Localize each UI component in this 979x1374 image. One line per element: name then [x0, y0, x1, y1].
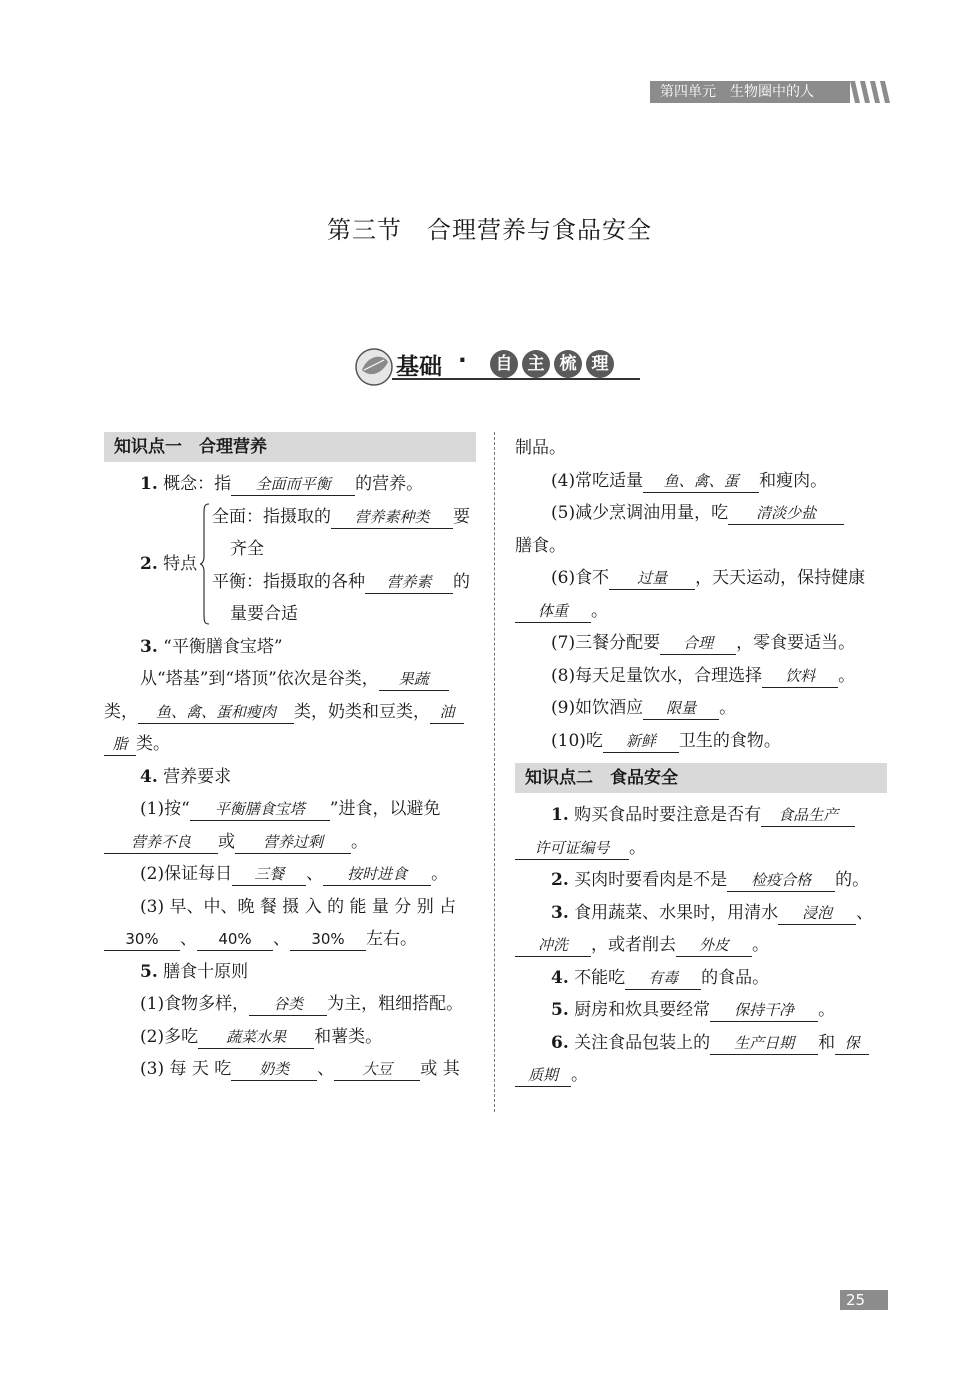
text: (6)食不: [551, 568, 610, 588]
knowledge-point-1-title: 知识点一 合理营养: [104, 432, 476, 462]
text: 或 其: [420, 1059, 460, 1079]
answer-blank: 保: [835, 1032, 869, 1055]
answer-blank: 30%: [104, 928, 180, 951]
text: 。: [838, 665, 856, 686]
right-column: [515, 432, 887, 1092]
text: 从“塔基”到“塔顶”依次是谷类，: [140, 669, 379, 689]
item-number: 2.: [140, 553, 158, 574]
answer-blank: 营养过剩: [235, 831, 351, 854]
answer-blank: 三餐: [232, 863, 306, 886]
item-4-req-3-cont: [104, 923, 476, 956]
answer-blank: 40%: [197, 928, 273, 951]
text: 或: [218, 831, 235, 852]
text: 的。: [835, 870, 870, 890]
item-3-line-3: [104, 728, 476, 761]
item-number: 1.: [551, 805, 569, 825]
safety-1-cont: [515, 832, 887, 865]
item-2-features: [104, 501, 476, 631]
safety-4: [515, 962, 887, 995]
text: ，或者削去: [591, 935, 676, 955]
text: 。: [629, 837, 646, 858]
rule-5-cont: 膳食。: [515, 535, 566, 556]
banner-dot: ·: [458, 348, 467, 374]
text: ”进食，以避免: [329, 799, 441, 819]
text: (3) 每 天 吃: [140, 1059, 232, 1079]
answer-blank: 生产日期: [710, 1032, 818, 1055]
item-3-line-1: [104, 663, 476, 696]
text: 的食品。: [701, 967, 770, 988]
answer-blank: 按时进食: [323, 863, 431, 886]
text: 关注食品包装上的: [568, 1032, 711, 1053]
answer-blank: 冲洗: [515, 934, 591, 957]
safety-1: [515, 799, 887, 832]
banner-char-2: 主: [522, 350, 550, 378]
text: ，天天运动，保持健康: [695, 568, 866, 588]
text: 要: [453, 506, 470, 527]
answer-blank: 大豆: [334, 1058, 420, 1081]
text: 、: [317, 1059, 335, 1079]
header-stripes-decoration: [848, 81, 890, 103]
answer-blank: 检疫合格: [727, 869, 835, 892]
safety-3: [515, 897, 887, 930]
text: 卫生的食物。: [678, 730, 781, 751]
banner-main-text: 基础: [396, 354, 442, 380]
rule-9: [515, 692, 887, 725]
item-1-concept: [104, 468, 476, 501]
brace-icon: [200, 503, 210, 625]
text: 全面：指摄取的: [212, 506, 331, 527]
text: 购买食品时要注意是否有: [568, 805, 762, 825]
banner-char-1: 自: [490, 350, 518, 378]
text: (2)多吃: [140, 1026, 199, 1047]
text: 。: [818, 1000, 836, 1020]
section-title: 第三节 合理营养与食品安全: [327, 216, 652, 244]
text: 类，奶类和豆类，: [294, 701, 430, 722]
item-number: 2.: [551, 870, 569, 890]
answer-blank: 油: [430, 701, 464, 724]
item-4-req-2: [104, 858, 476, 891]
answer-blank: 食品生产: [761, 804, 855, 827]
text: 概念：指: [157, 474, 232, 494]
answer-blank: 脂: [104, 733, 136, 756]
safety-3-cont: [515, 929, 887, 962]
answer-blank: 外皮: [676, 934, 752, 957]
text: 和薯类。: [314, 1026, 383, 1047]
text: 和瘦肉。: [759, 470, 828, 491]
item-number: 3.: [140, 636, 158, 657]
text: 。: [752, 935, 769, 955]
answer-blank: 保持干净: [710, 999, 818, 1022]
answer-blank: 清淡少盐: [728, 502, 844, 525]
answer-blank: 营养不良: [104, 831, 218, 854]
answer-blank: 谷类: [249, 993, 327, 1016]
answer-blank: 奶类: [231, 1058, 317, 1081]
text: (1)食物多样，: [140, 994, 250, 1014]
text: (9)如饮酒应: [551, 698, 644, 718]
text: 、: [273, 929, 290, 949]
answer-blank: 30%: [290, 928, 366, 951]
item-number: 4.: [140, 766, 158, 787]
text: 、: [856, 902, 874, 923]
answer-blank: 浸泡: [778, 902, 856, 925]
item-number: 1.: [140, 474, 158, 494]
rule-5: [515, 497, 887, 530]
banner-char-3: 梳: [554, 350, 582, 378]
safety-5: [515, 994, 887, 1027]
column-divider: [494, 432, 495, 1112]
answer-blank: 合理: [660, 632, 736, 655]
text: 买肉时要看肉是不是: [568, 870, 728, 890]
banner-char-4: 理: [586, 350, 614, 378]
rule-10: [515, 725, 887, 758]
answer-blank: 鱼、禽、蛋和瘦肉: [138, 701, 294, 724]
text: 平衡：指摄取的各种: [212, 571, 365, 592]
text: “平衡膳食宝塔”: [157, 636, 283, 657]
item-5-rule-1: [104, 988, 476, 1021]
answer-blank: 营养素: [365, 571, 453, 594]
feature-comprehensive-cont: 齐全: [230, 538, 264, 559]
text: (7)三餐分配要: [551, 633, 661, 653]
answer-blank: 有毒: [625, 967, 701, 990]
item-4-req-3: (3) 早、中、晚 餐 摄 入 的 能 量 分 别 占: [140, 896, 457, 917]
rule-6: [515, 562, 887, 595]
rule-7: [515, 627, 887, 660]
item-5-rule-2: [104, 1021, 476, 1054]
safety-6-cont: [515, 1059, 887, 1092]
text: 、: [306, 864, 324, 884]
text: 。: [719, 698, 737, 718]
text: 。: [431, 864, 449, 884]
unit-header: 第四单元 生物圈中的人: [650, 81, 850, 103]
answer-blank: 饮料: [762, 665, 838, 688]
item-number: 3.: [551, 902, 569, 923]
safety-6: [515, 1027, 887, 1060]
feature-balance: [212, 566, 470, 599]
item-4-req-1-cont: [104, 826, 476, 859]
text: 厨房和炊具要经常: [568, 1000, 711, 1020]
answer-blank: 全面而平衡: [231, 473, 355, 496]
knowledge-point-2-title: 知识点二 食品安全: [515, 763, 887, 793]
rule-8: [515, 660, 887, 693]
text: (5)减少烹调油用量，吃: [551, 503, 729, 523]
rule-6-cont: [515, 595, 887, 628]
text: 的: [453, 571, 470, 592]
answer-blank: 蔬菜水果: [198, 1026, 314, 1049]
answer-blank: 限量: [643, 697, 719, 720]
text: ，零食要适当。: [736, 633, 856, 653]
text: 膳食十原则: [157, 961, 249, 982]
text: (1)按“: [140, 799, 190, 819]
text: 、: [180, 929, 197, 949]
feature-comprehensive: [212, 501, 470, 534]
text: 。: [351, 831, 368, 852]
text: 和: [818, 1032, 836, 1053]
text: (2)保证每日: [140, 864, 233, 884]
item-3-line-2: [104, 696, 476, 729]
answer-blank: 鱼、禽、蛋: [643, 470, 759, 493]
item-5-title: [104, 956, 476, 989]
answer-blank: 过量: [609, 567, 695, 590]
item-number: 5.: [140, 961, 158, 982]
text: 。: [571, 1065, 588, 1085]
text: 。: [591, 600, 608, 621]
text: (10)吃: [551, 730, 603, 751]
answer-blank: 营养素种类: [331, 506, 453, 529]
item-4-req-1: [104, 793, 476, 826]
item-3-title: [104, 631, 476, 664]
answer-blank: 平衡膳食宝塔: [190, 798, 330, 821]
answer-blank: 新鲜: [603, 730, 679, 753]
text: 的营养。: [355, 474, 424, 494]
feature-balance-cont: 量要合适: [230, 603, 298, 624]
answer-blank: 许可证编号: [515, 837, 629, 860]
left-column: [104, 432, 476, 1086]
rule-3-cont: 制品。: [515, 438, 566, 458]
text: (4)常吃适量: [551, 470, 644, 491]
answer-blank: 质期: [515, 1064, 571, 1087]
text: 左右。: [366, 929, 417, 949]
features-label: [140, 549, 197, 574]
rule-4: [515, 465, 887, 498]
text: 为主，粗细搭配。: [327, 994, 464, 1014]
item-number: 5.: [551, 1000, 569, 1020]
safety-2: [515, 864, 887, 897]
text: (8)每天足量饮水，合理选择: [551, 665, 763, 686]
item-5-rule-3: [104, 1053, 476, 1086]
item-number: 6.: [551, 1032, 569, 1053]
answer-blank: 果蔬: [379, 668, 449, 691]
text: 类，: [104, 701, 138, 722]
text: 类。: [136, 734, 170, 754]
text: 特点: [157, 553, 198, 574]
item-number: 4.: [551, 967, 569, 988]
item-4-title: [104, 761, 476, 794]
text: 营养要求: [157, 766, 232, 787]
answer-blank: 体重: [515, 600, 591, 623]
page-number: 25: [840, 1290, 888, 1310]
text: 不能吃: [568, 967, 626, 988]
text: 食用蔬菜、水果时，用清水: [568, 902, 779, 923]
